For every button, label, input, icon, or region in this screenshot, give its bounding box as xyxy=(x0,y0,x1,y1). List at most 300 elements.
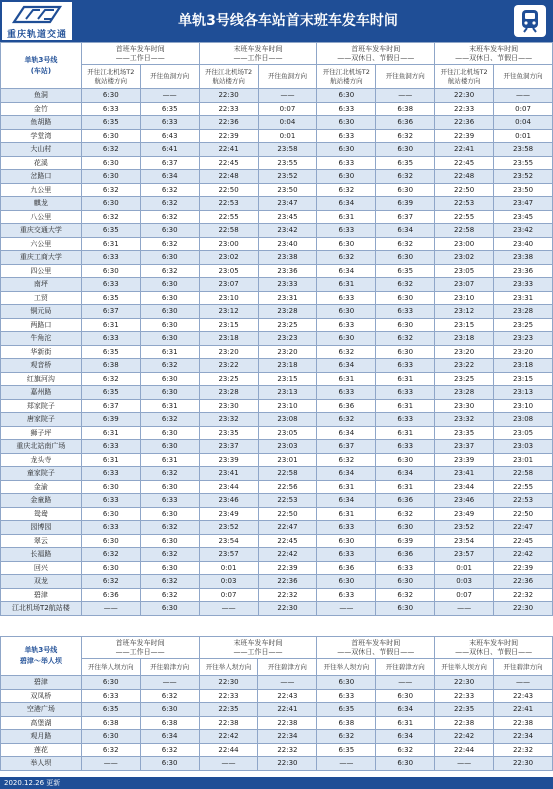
time-cell: 6:30 xyxy=(317,305,376,319)
time-cell: 6:30 xyxy=(81,170,140,184)
time-cell: 6:31 xyxy=(317,372,376,386)
time-cell: 6:35 xyxy=(376,156,435,170)
time-cell: 22:42 xyxy=(258,548,317,562)
time-cell: 22:39 xyxy=(258,561,317,575)
table-row xyxy=(1,224,553,238)
col-header-airport: 开往江北机场T2 航站楼方向 xyxy=(81,65,140,89)
time-cell: 6:32 xyxy=(376,332,435,346)
time-cell: 23:15 xyxy=(258,372,317,386)
table-row xyxy=(1,386,553,400)
time-cell: 6:31 xyxy=(376,426,435,440)
time-cell: 6:30 xyxy=(140,426,199,440)
time-cell: 6:30 xyxy=(317,116,376,130)
time-cell: 0:07 xyxy=(258,102,317,116)
table-row xyxy=(1,143,553,157)
time-cell: 22:50 xyxy=(435,183,494,197)
table-row xyxy=(1,588,553,602)
time-cell: 6:30 xyxy=(140,480,199,494)
table-row xyxy=(1,467,553,481)
time-cell: 22:36 xyxy=(199,116,258,130)
table-row xyxy=(1,116,553,130)
time-cell: 6:30 xyxy=(140,278,199,292)
time-cell: 23:45 xyxy=(494,210,553,224)
station-name: 六公里 xyxy=(1,237,82,251)
time-cell: 23:57 xyxy=(199,548,258,562)
time-cell: 6:30 xyxy=(317,575,376,589)
time-cell: 23:22 xyxy=(199,359,258,373)
station-name: 金童路 xyxy=(1,494,82,508)
time-cell: 23:44 xyxy=(435,480,494,494)
time-cell: 23:37 xyxy=(435,440,494,454)
time-cell: 23:40 xyxy=(258,237,317,251)
time-cell: 23:46 xyxy=(435,494,494,508)
station-name: 岔路口 xyxy=(1,170,82,184)
table-row xyxy=(1,210,553,224)
time-cell: 6:32 xyxy=(81,743,140,757)
time-cell: 0:07 xyxy=(199,588,258,602)
time-cell: 23:31 xyxy=(494,291,553,305)
time-cell: 23:45 xyxy=(258,210,317,224)
time-cell: 6:37 xyxy=(376,210,435,224)
time-cell: 22:32 xyxy=(494,588,553,602)
time-cell: 23:08 xyxy=(494,413,553,427)
time-cell: 22:58 xyxy=(494,467,553,481)
time-cell: 23:40 xyxy=(494,237,553,251)
time-cell: 23:10 xyxy=(258,399,317,413)
time-cell: 6:30 xyxy=(317,332,376,346)
time-cell: 6:32 xyxy=(81,143,140,157)
time-cell: 6:30 xyxy=(140,507,199,521)
time-cell: 6:34 xyxy=(376,224,435,238)
time-cell: 23:31 xyxy=(258,291,317,305)
station-name: 华新街 xyxy=(1,345,82,359)
group-header: 首班车发车时间 ——工作日—— xyxy=(81,43,199,65)
table-row xyxy=(1,521,553,535)
station-name: 碧津 xyxy=(1,676,82,690)
time-cell: 6:35 xyxy=(376,264,435,278)
time-cell: 23:44 xyxy=(199,480,258,494)
station-name: 举人坝 xyxy=(1,757,82,771)
time-cell: 23:50 xyxy=(258,183,317,197)
time-cell: 6:30 xyxy=(81,156,140,170)
col-header-bijin: 开往碧津方向 xyxy=(376,659,435,676)
time-cell: 22:48 xyxy=(435,170,494,184)
time-cell: —— xyxy=(199,757,258,771)
time-cell: 6:30 xyxy=(140,318,199,332)
time-cell: 22:32 xyxy=(494,743,553,757)
time-cell: 22:42 xyxy=(494,548,553,562)
time-cell: 6:33 xyxy=(81,278,140,292)
time-cell: 22:45 xyxy=(258,534,317,548)
time-cell: 23:18 xyxy=(494,359,553,373)
table-row xyxy=(1,453,553,467)
time-cell: 6:36 xyxy=(317,561,376,575)
time-cell: 23:25 xyxy=(258,318,317,332)
time-cell: 0:07 xyxy=(435,588,494,602)
time-cell: 23:35 xyxy=(435,426,494,440)
time-cell: 22:50 xyxy=(258,507,317,521)
time-cell: 6:31 xyxy=(376,372,435,386)
time-cell: 6:32 xyxy=(140,521,199,535)
time-cell: 6:30 xyxy=(140,332,199,346)
time-cell: 23:23 xyxy=(258,332,317,346)
time-cell: 22:33 xyxy=(435,689,494,703)
table-row xyxy=(1,730,553,744)
table-row xyxy=(1,278,553,292)
station-name: 长福路 xyxy=(1,548,82,562)
time-cell: 22:38 xyxy=(258,716,317,730)
table-row xyxy=(1,743,553,757)
time-cell: 6:38 xyxy=(81,359,140,373)
time-cell: 23:36 xyxy=(258,264,317,278)
section-gap xyxy=(0,627,553,636)
line-sub: (车站) xyxy=(30,66,52,75)
time-cell: 6:30 xyxy=(376,757,435,771)
time-cell: 22:55 xyxy=(435,210,494,224)
time-cell: 23:18 xyxy=(435,332,494,346)
timetable-branch xyxy=(0,636,553,771)
time-cell: 23:25 xyxy=(199,372,258,386)
time-cell: 23:03 xyxy=(258,440,317,454)
time-cell: 6:30 xyxy=(81,507,140,521)
group-header: 末班车发车时间 ——工作日—— xyxy=(199,43,317,65)
station-name: 唐家院子 xyxy=(1,413,82,427)
time-cell: 23:47 xyxy=(258,197,317,211)
time-cell: 6:30 xyxy=(81,730,140,744)
table-row xyxy=(1,291,553,305)
time-cell: 23:07 xyxy=(199,278,258,292)
time-cell: 6:30 xyxy=(376,345,435,359)
time-cell: 23:15 xyxy=(199,318,258,332)
station-name: 鱼洞 xyxy=(1,89,82,103)
table-row xyxy=(1,170,553,184)
time-cell: 23:25 xyxy=(494,318,553,332)
line-label xyxy=(1,637,82,676)
time-cell: 6:39 xyxy=(81,413,140,427)
train-icon xyxy=(514,5,546,37)
time-cell: 23:20 xyxy=(494,345,553,359)
time-cell: —— xyxy=(317,602,376,616)
time-cell: 6:30 xyxy=(81,480,140,494)
time-cell: 0:04 xyxy=(258,116,317,130)
time-cell: 22:36 xyxy=(435,116,494,130)
time-cell: 23:33 xyxy=(258,278,317,292)
time-cell: 23:30 xyxy=(199,399,258,413)
time-cell: 6:31 xyxy=(317,480,376,494)
time-cell: 6:30 xyxy=(140,602,199,616)
table-row xyxy=(1,703,553,717)
col-header-jurenba: 开往举人坝方向 xyxy=(435,659,494,676)
time-cell: 6:32 xyxy=(81,548,140,562)
time-cell: 6:30 xyxy=(317,237,376,251)
time-cell: 6:32 xyxy=(140,467,199,481)
time-cell: 6:34 xyxy=(140,170,199,184)
time-cell: 6:30 xyxy=(317,143,376,157)
time-cell: 6:30 xyxy=(317,676,376,690)
time-cell: 6:33 xyxy=(81,521,140,535)
table-row xyxy=(1,689,553,703)
time-cell: 23:08 xyxy=(258,413,317,427)
time-cell: 6:32 xyxy=(376,237,435,251)
time-cell: 23:13 xyxy=(494,386,553,400)
time-cell: 23:46 xyxy=(199,494,258,508)
table-row xyxy=(1,305,553,319)
time-cell: 23:01 xyxy=(494,453,553,467)
table-row xyxy=(1,440,553,454)
station-name: 莲花 xyxy=(1,743,82,757)
time-cell: 22:33 xyxy=(435,102,494,116)
time-cell: 22:50 xyxy=(199,183,258,197)
time-cell: 6:31 xyxy=(140,399,199,413)
station-name: 麒龙 xyxy=(1,197,82,211)
time-cell: 22:30 xyxy=(435,676,494,690)
time-cell: 6:32 xyxy=(81,372,140,386)
col-header-yudong: 开往鱼洞方向 xyxy=(140,65,199,89)
time-cell: 23:49 xyxy=(435,507,494,521)
time-cell: 6:33 xyxy=(376,359,435,373)
station-name: 江北机场T2航站楼 xyxy=(1,602,82,616)
time-cell: 0:01 xyxy=(258,129,317,143)
logo xyxy=(2,2,72,40)
group-header: 末班车发车时间 ——双休日、节假日—— xyxy=(435,637,553,659)
time-cell: 23:03 xyxy=(494,440,553,454)
time-cell: 22:39 xyxy=(199,129,258,143)
time-cell: 23:15 xyxy=(494,372,553,386)
time-cell: 23:07 xyxy=(435,278,494,292)
time-cell: 22:43 xyxy=(494,689,553,703)
time-cell: 22:41 xyxy=(258,703,317,717)
time-cell: 23:42 xyxy=(258,224,317,238)
time-cell: 23:52 xyxy=(199,521,258,535)
time-cell: 6:30 xyxy=(317,89,376,103)
time-cell: 22:33 xyxy=(199,102,258,116)
time-cell: 6:33 xyxy=(317,129,376,143)
time-cell: —— xyxy=(376,676,435,690)
station-name: 花溪 xyxy=(1,156,82,170)
time-cell: 6:30 xyxy=(376,183,435,197)
time-cell: 22:34 xyxy=(258,730,317,744)
time-cell: 23:20 xyxy=(435,345,494,359)
station-name: 铜元局 xyxy=(1,305,82,319)
table-row xyxy=(1,399,553,413)
time-cell: 22:55 xyxy=(199,210,258,224)
table-row xyxy=(1,602,553,616)
station-name: 两路口 xyxy=(1,318,82,332)
table-row xyxy=(1,561,553,575)
time-cell: 6:32 xyxy=(140,743,199,757)
time-cell: 6:35 xyxy=(317,703,376,717)
time-cell: 22:50 xyxy=(494,507,553,521)
col-header-bijin: 开往碧津方向 xyxy=(140,659,199,676)
time-cell: 6:34 xyxy=(376,467,435,481)
time-cell: 23:13 xyxy=(258,386,317,400)
time-cell: 22:56 xyxy=(258,480,317,494)
col-header-airport: 开往江北机场T2 航站楼方向 xyxy=(199,65,258,89)
time-cell: 22:35 xyxy=(435,703,494,717)
time-cell: 22:45 xyxy=(435,156,494,170)
station-name: 九公里 xyxy=(1,183,82,197)
time-cell: 22:53 xyxy=(494,494,553,508)
time-cell: 22:42 xyxy=(435,730,494,744)
time-cell: 6:32 xyxy=(140,237,199,251)
time-cell: 23:15 xyxy=(435,318,494,332)
table-row xyxy=(1,237,553,251)
station-name: 金竹 xyxy=(1,102,82,116)
table-row xyxy=(1,494,553,508)
time-cell: 22:30 xyxy=(435,89,494,103)
time-cell: 6:33 xyxy=(317,156,376,170)
group-header: 末班车发车时间 ——工作日—— xyxy=(199,637,317,659)
time-cell: 22:42 xyxy=(199,730,258,744)
table-row xyxy=(1,102,553,116)
time-cell: 6:30 xyxy=(376,318,435,332)
logo-text: 重庆轨道交通 xyxy=(6,30,67,40)
time-cell: 6:35 xyxy=(317,743,376,757)
station-name: 高堡湖 xyxy=(1,716,82,730)
time-cell: 6:32 xyxy=(140,689,199,703)
time-cell: 6:31 xyxy=(317,210,376,224)
time-cell: 6:37 xyxy=(81,305,140,319)
time-cell: 6:37 xyxy=(140,156,199,170)
time-cell: 6:37 xyxy=(317,440,376,454)
time-cell: 6:33 xyxy=(376,561,435,575)
crt-logo-icon xyxy=(10,4,64,26)
time-cell: 6:35 xyxy=(81,291,140,305)
time-cell: 23:12 xyxy=(199,305,258,319)
time-cell: 6:30 xyxy=(376,602,435,616)
line-name: 单轨3号线 xyxy=(24,55,58,64)
time-cell: 22:36 xyxy=(494,575,553,589)
station-name: 空港广场 xyxy=(1,703,82,717)
time-cell: 6:30 xyxy=(140,305,199,319)
time-cell: 23:52 xyxy=(435,521,494,535)
time-cell: 23:10 xyxy=(435,291,494,305)
time-cell: 22:41 xyxy=(435,143,494,157)
col-header-yudong: 开往鱼洞方向 xyxy=(376,65,435,89)
time-cell: 6:32 xyxy=(140,548,199,562)
timetable-main xyxy=(0,42,553,616)
time-cell: 0:07 xyxy=(494,102,553,116)
update-date: 2020.12.26 更新 xyxy=(4,779,61,787)
col-header-jurenba: 开往举人坝方向 xyxy=(199,659,258,676)
time-cell: 23:33 xyxy=(494,278,553,292)
station-name: 红旗河沟 xyxy=(1,372,82,386)
time-cell: 6:33 xyxy=(81,102,140,116)
line-sub: 碧津～举人坝 xyxy=(19,657,62,665)
station-name: 嘉州路 xyxy=(1,386,82,400)
station-name: 八公里 xyxy=(1,210,82,224)
station-name: 重庆北站南广场 xyxy=(1,440,82,454)
time-cell: 6:35 xyxy=(81,116,140,130)
time-cell: 6:34 xyxy=(317,467,376,481)
time-cell: 6:32 xyxy=(81,575,140,589)
group-header: 首班车发车时间 ——双休日、节假日—— xyxy=(317,637,435,659)
time-cell: 22:47 xyxy=(258,521,317,535)
time-cell: 6:31 xyxy=(376,716,435,730)
time-cell: 6:33 xyxy=(81,332,140,346)
table-row xyxy=(1,264,553,278)
time-cell: 6:33 xyxy=(81,467,140,481)
time-cell: 6:34 xyxy=(317,494,376,508)
time-cell: 22:53 xyxy=(199,197,258,211)
time-cell: 6:33 xyxy=(317,102,376,116)
time-cell: 22:32 xyxy=(258,588,317,602)
time-cell: 6:32 xyxy=(376,278,435,292)
station-name: 观音桥 xyxy=(1,359,82,373)
table-row xyxy=(1,716,553,730)
col-header-airport: 开往江北机场T2 航站楼方向 xyxy=(435,65,494,89)
table-row xyxy=(1,318,553,332)
time-cell: 6:31 xyxy=(376,480,435,494)
time-cell: 0:04 xyxy=(494,116,553,130)
time-cell: 6:33 xyxy=(376,386,435,400)
time-cell: 22:39 xyxy=(435,129,494,143)
time-cell: 6:33 xyxy=(140,494,199,508)
time-cell: 23:41 xyxy=(199,467,258,481)
time-cell: 22:36 xyxy=(258,575,317,589)
time-cell: 23:52 xyxy=(258,170,317,184)
col-header-airport: 开往江北机场T2 航站楼方向 xyxy=(317,65,376,89)
time-cell: 22:41 xyxy=(199,143,258,157)
time-cell: 6:38 xyxy=(140,716,199,730)
line-label xyxy=(1,43,82,89)
time-cell: 23:49 xyxy=(199,507,258,521)
time-cell: 23:32 xyxy=(199,413,258,427)
time-cell: 6:30 xyxy=(376,291,435,305)
time-cell: 23:28 xyxy=(435,386,494,400)
time-cell: 6:36 xyxy=(81,588,140,602)
time-cell: 22:43 xyxy=(258,689,317,703)
time-cell: 6:31 xyxy=(376,399,435,413)
time-cell: 22:38 xyxy=(435,716,494,730)
group-header: 首班车发车时间 ——工作日—— xyxy=(81,637,199,659)
time-cell: 23:05 xyxy=(258,426,317,440)
time-cell: 23:28 xyxy=(199,386,258,400)
time-cell: 6:30 xyxy=(376,453,435,467)
time-cell: 22:33 xyxy=(199,689,258,703)
time-cell: —— xyxy=(317,757,376,771)
table-row xyxy=(1,359,553,373)
table-row xyxy=(1,156,553,170)
time-cell: 23:58 xyxy=(258,143,317,157)
time-cell: 6:31 xyxy=(140,345,199,359)
time-cell: 6:30 xyxy=(140,757,199,771)
time-cell: 23:54 xyxy=(199,534,258,548)
time-cell: 22:45 xyxy=(199,156,258,170)
time-cell: 6:43 xyxy=(140,129,199,143)
table-row xyxy=(1,183,553,197)
time-cell: 6:34 xyxy=(317,264,376,278)
time-cell: 23:05 xyxy=(494,426,553,440)
station-name: 狮子坪 xyxy=(1,426,82,440)
col-header-yudong: 开往鱼洞方向 xyxy=(494,65,553,89)
table-row xyxy=(1,372,553,386)
time-cell: 6:33 xyxy=(140,116,199,130)
time-cell: 6:30 xyxy=(317,170,376,184)
time-cell: —— xyxy=(494,676,553,690)
time-cell: 23:38 xyxy=(258,251,317,265)
time-cell: 6:35 xyxy=(140,102,199,116)
time-cell: 6:31 xyxy=(81,318,140,332)
time-cell: 23:00 xyxy=(435,237,494,251)
time-cell: 22:32 xyxy=(258,743,317,757)
station-name: 重庆工商大学 xyxy=(1,251,82,265)
time-cell: 6:32 xyxy=(140,588,199,602)
time-cell: 6:30 xyxy=(81,129,140,143)
time-cell: 6:30 xyxy=(140,534,199,548)
table-row xyxy=(1,129,553,143)
time-cell: 23:39 xyxy=(435,453,494,467)
